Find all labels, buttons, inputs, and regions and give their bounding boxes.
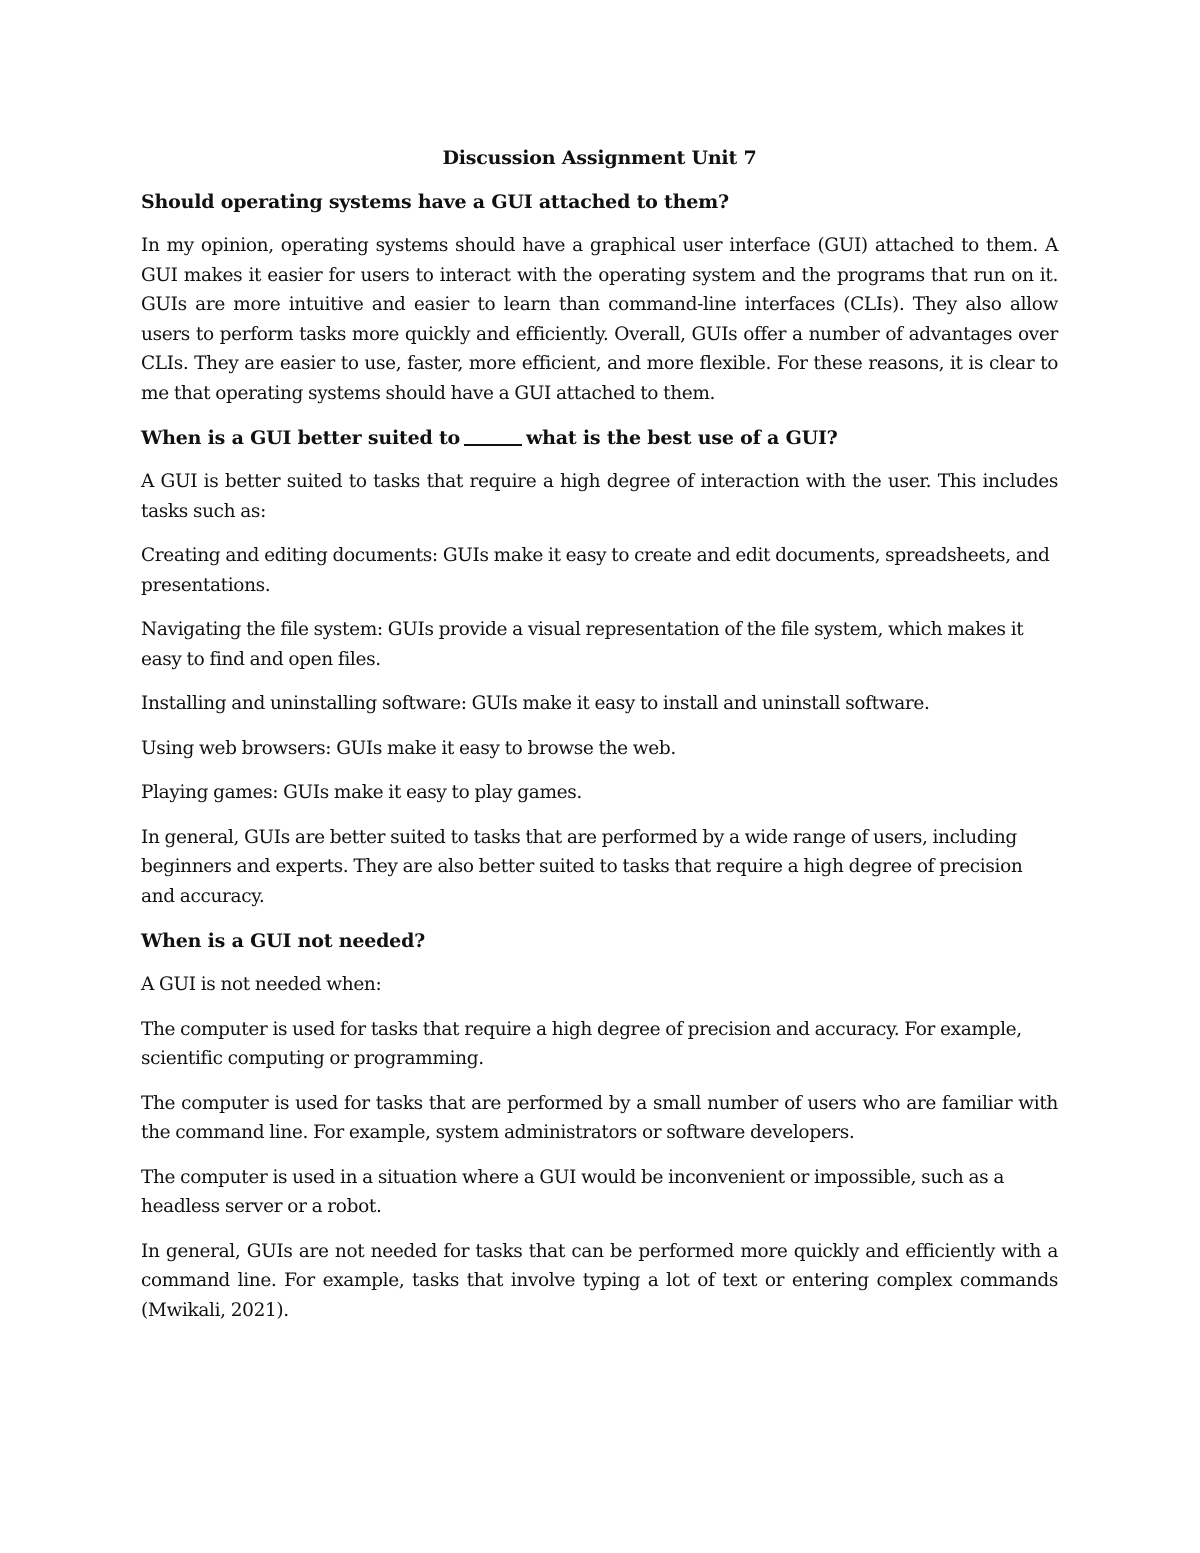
list-item: Playing games: GUIs make it easy to play games. — [141, 782, 582, 803]
section-heading-3: When is a GUI not needed? — [141, 930, 426, 952]
paragraph: In general, GUIs are better suited to tasks that are performed by a wide range of users, including beginners and experts. They are also better suited to tasks that require a high degree of precision and accuracy. — [141, 826, 1023, 907]
list-item: The computer is used in a situation where a GUI would be inconvenient or impossible, such as a headless server or a robot. — [141, 1166, 1005, 1217]
list-item: The computer is used for tasks that require a high degree of precision and accuracy. For example, scientific computing or programming. — [141, 1018, 1022, 1069]
paragraph: A GUI is better suited to tasks that require a high degree of interaction with the user. This includes tasks such as: — [141, 471, 1058, 522]
fill-in-blank — [464, 426, 522, 446]
document-page — [141, 143, 1058, 1340]
heading-part-2: what is the best use of a GUI? — [526, 427, 838, 449]
paragraph: A GUI is not needed when: — [141, 974, 382, 995]
list-item: Using web browsers: GUIs make it easy to browse the web. — [141, 737, 676, 759]
section-heading-2 — [141, 423, 1058, 453]
paragraph: In my opinion, operating systems should have a graphical user interface (GUI) attached to them. A GUI makes it easier for users to interact with the operating system and the programs that run on it. GUIs are more intuitive and easier to learn than command-line interfaces (CLIs). They also allow users to perform tasks more quickly and efficiently. Overall, GUIs offer a number of advantages over CLIs. They are easier to use, faster, more efficient, and more flexible. For these reasons, it is clear to me that operating systems should have a GUI attached to them. — [141, 235, 1058, 404]
list-item: Installing and uninstalling software: GUIs make it easy to install and uninstall software. — [141, 693, 930, 714]
heading-part-1: When is a GUI better suited to — [141, 427, 461, 449]
list-item: The computer is used for tasks that are performed by a small number of users who are familiar with the command line. For example, system administrators or software developers. — [141, 1092, 1058, 1143]
document-title: Discussion Assignment Unit 7 — [442, 147, 757, 169]
section-heading-1: Should operating systems have a GUI attached to them? — [141, 191, 729, 213]
paragraph: In general, GUIs are not needed for tasks that can be performed more quickly and efficiently with a command line. For example, tasks that involve typing a lot of text or entering complex commands (Mwikali, 2021). — [141, 1240, 1058, 1321]
list-item: Navigating the file system: GUIs provide a visual representation of the file system, which makes it easy to find and open files. — [141, 619, 1024, 670]
list-item: Creating and editing documents: GUIs make it easy to create and edit documents, spreadsheets, and presentations. — [141, 545, 1050, 596]
